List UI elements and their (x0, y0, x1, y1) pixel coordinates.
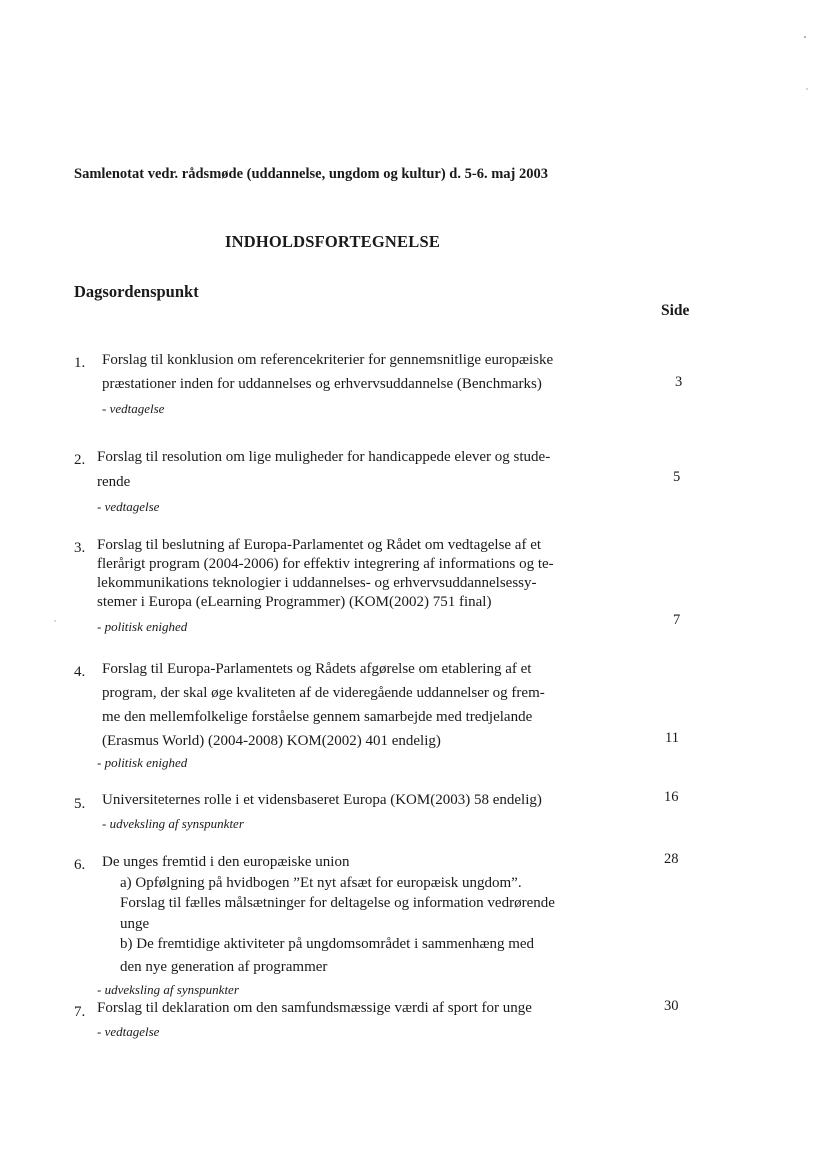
item-status: - vedtagelse (102, 401, 165, 416)
item-text-line: Forslag til konklusion om referencekriterier for gennemsnitlige europæiske (102, 352, 554, 368)
item-status: - vedtagelse (97, 1024, 160, 1039)
item-text-line: program, der skal øge kvaliteten af de videregående uddannelser og frem- (102, 685, 545, 701)
scan-speck (804, 36, 806, 38)
document-header: Samlenotat vedr. rådsmøde (uddannelse, ungdom og kultur) d. 5-6. maj 2003 (74, 166, 548, 182)
item-subitem-a: a) Opfølgning på hvidbogen ”Et nyt afsæt for europæisk ungdom”. (120, 875, 522, 891)
scan-speck (54, 620, 56, 622)
item-status: - udveksling af synspunkter (97, 982, 239, 997)
item-text-line: rende (97, 474, 131, 490)
item-status: - udveksling af synspunkter (102, 816, 244, 831)
item-text-line: flerårigt program (2004-2006) for effektiv integrering af informations og te- (97, 556, 554, 572)
item-number: 5. (74, 796, 86, 812)
item-number: 4. (74, 664, 86, 680)
item-text-line: Forslag til fælles målsætninger for deltagelse og information vedrørende (120, 895, 555, 911)
item-text-line: præstationer inden for uddannelses og erhvervsuddannelse (Benchmarks) (102, 376, 542, 392)
item-page-number: 11 (665, 730, 679, 746)
agenda-heading: Dagsordenspunkt (74, 282, 199, 301)
item-number: 7. (74, 1004, 86, 1020)
item-number: 2. (74, 452, 86, 468)
page-column-heading: Side (661, 302, 690, 319)
item-text-line: unge (120, 916, 150, 932)
item-text-line: Forslag til beslutning af Europa-Parlamentet og Rådet om vedtagelse af et (97, 537, 542, 553)
item-page-number: 3 (675, 374, 683, 390)
item-text-line: me den mellemfolkelige forståelse gennem samarbejde med tredjelande (102, 709, 533, 725)
item-text-line: Forslag til resolution om lige muligheder for handicappede elever og stude- (97, 449, 551, 465)
item-text-line: den nye generation af programmer (120, 959, 328, 975)
item-page-number: 5 (673, 469, 681, 485)
item-page-number: 7 (673, 612, 681, 628)
item-number: 1. (74, 355, 86, 371)
toc-title: INDHOLDSFORTEGNELSE (225, 232, 441, 251)
item-number: 6. (74, 857, 86, 873)
item-text-line: (Erasmus World) (2004-2008) KOM(2002) 401 endelig) (102, 733, 441, 749)
item-text-line: Universiteternes rolle i et vidensbaseret Europa (KOM(2003) 58 endelig) (102, 792, 542, 808)
item-text-line: Forslag til Europa-Parlamentets og Rådets afgørelse om etablering af et (102, 661, 532, 677)
item-status: - politisk enighed (97, 755, 188, 770)
item-text-line: lekommunikations teknologier i uddannelses- og erhvervsuddannelsessy- (97, 575, 537, 591)
item-status: - vedtagelse (97, 499, 160, 514)
item-text-line: Forslag til deklaration om den samfundsmæssige værdi af sport for unge (97, 1000, 532, 1016)
item-subitem-b: b) De fremtidige aktiviteter på ungdomsområdet i sammenhæng med (120, 936, 535, 952)
item-page-number: 30 (664, 998, 679, 1014)
item-status: - politisk enighed (97, 619, 188, 634)
item-number: 3. (74, 540, 86, 556)
item-text-line: De unges fremtid i den europæiske union (102, 854, 350, 870)
scan-speck (806, 88, 808, 90)
item-page-number: 16 (664, 789, 679, 805)
item-page-number: 28 (664, 851, 679, 867)
item-text-line: stemer i Europa (eLearning Programmer) (KOM(2002) 751 final) (97, 594, 492, 610)
